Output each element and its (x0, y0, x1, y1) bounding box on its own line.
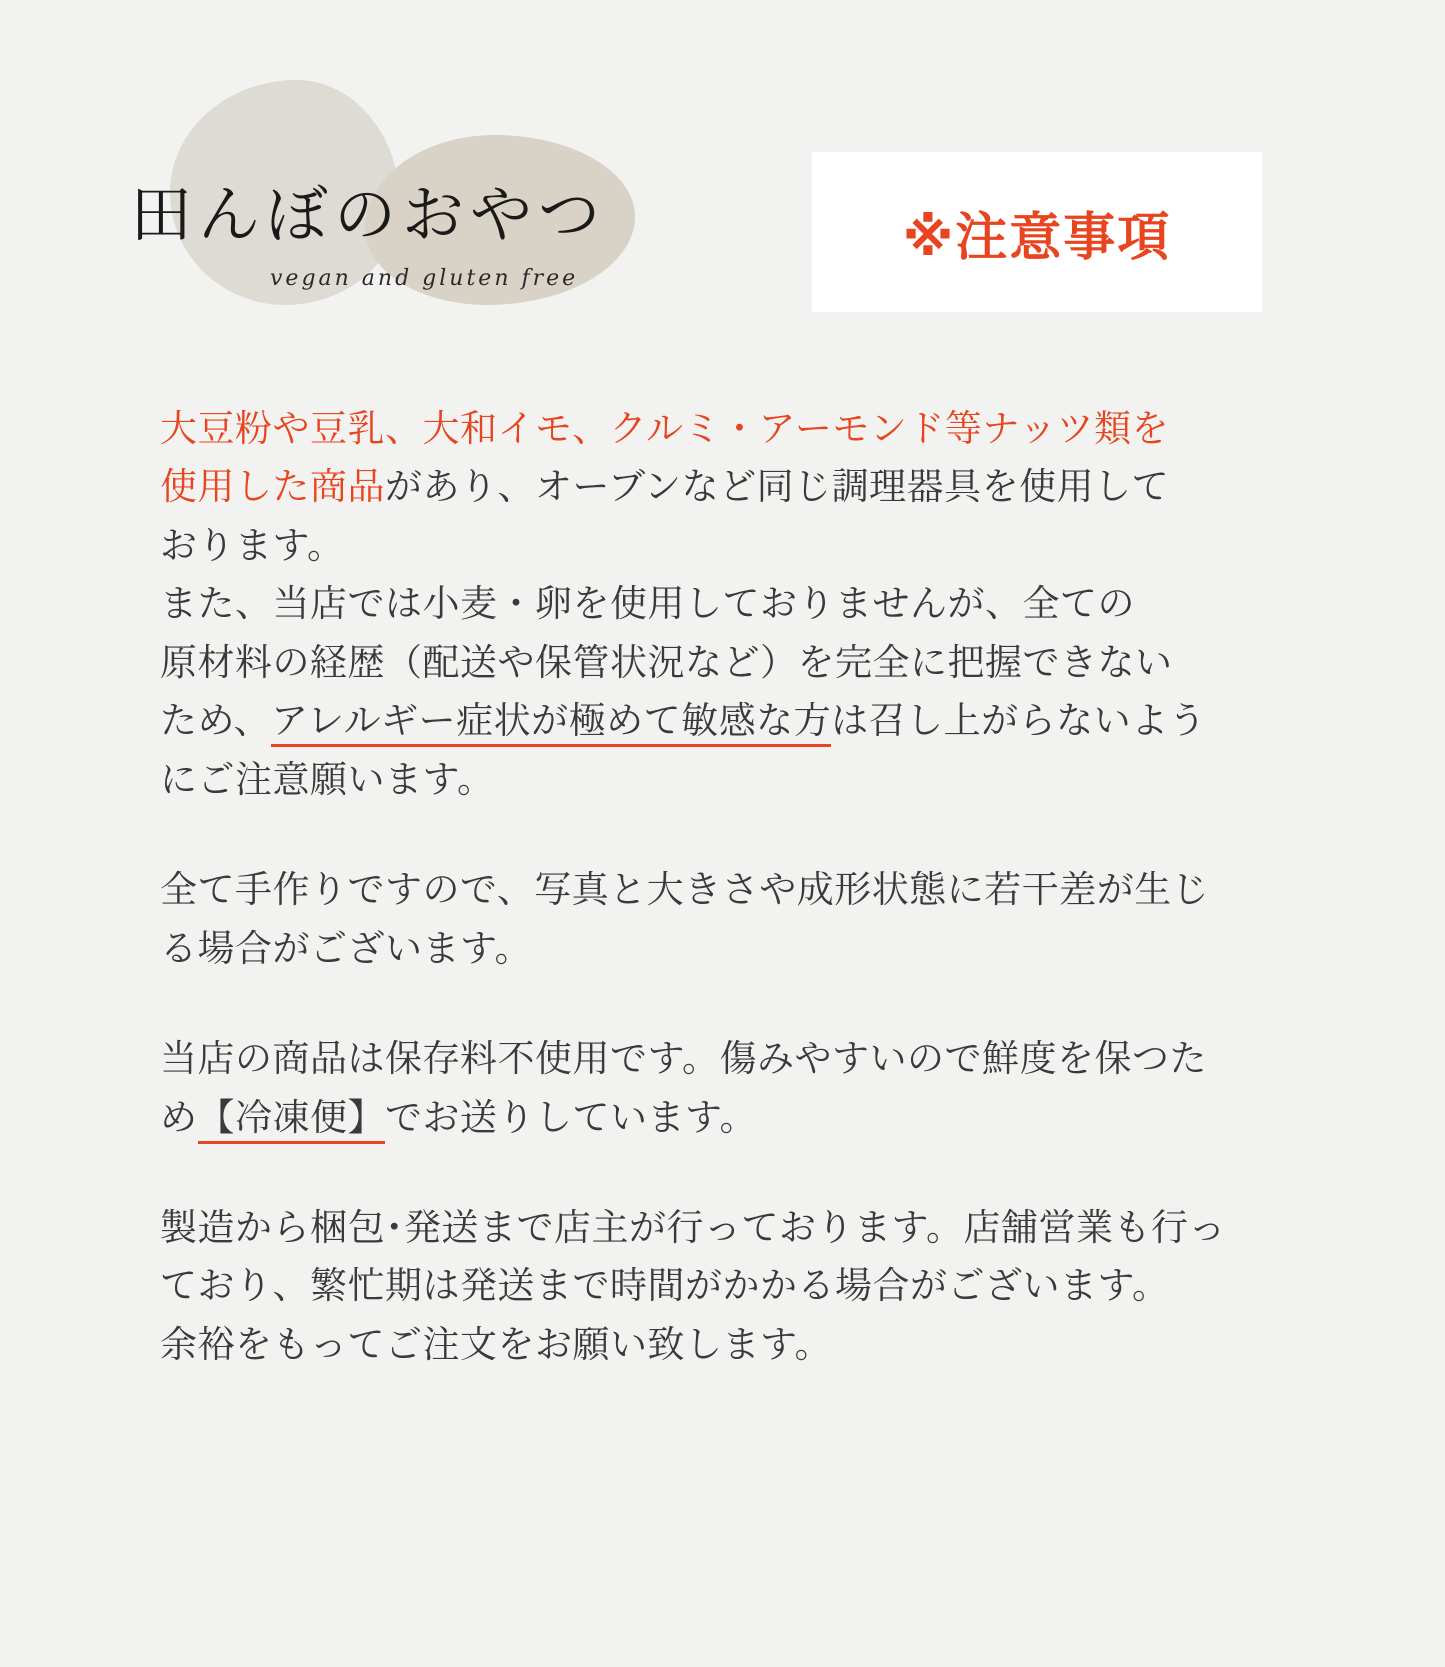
page-header (0, 0, 1445, 330)
logo-wordmark: 田んぼのおやつ (130, 178, 607, 251)
frozen-line-2-underline: 【冷凍便】 (198, 1096, 386, 1144)
logo-tagline: vegan and gluten free (270, 266, 579, 291)
allergy-line-6-pre: ため、 (160, 699, 272, 743)
frozen-line-2-pre: め (160, 1095, 198, 1139)
allergy-line-6-underline: アレルギー症状が極めて敏感な方 (271, 699, 831, 747)
allergy-note (160, 400, 1290, 809)
allergy-line-2 (160, 458, 1290, 516)
shipping-line-2: ており、繁忙期は発送まで時間がかかる場合がございます。 (160, 1264, 1170, 1308)
allergy-line-4: また、当店では小麦・卵を使用しておりませんが、全ての (160, 582, 1135, 626)
shipping-note (160, 1199, 1290, 1374)
shipping-line-1: 製造から梱包･発送まで店主が行っております。店舗営業も行っ (160, 1205, 1227, 1249)
allergy-line-2-rest: があり、オーブンなど同じ調理器具を使用して (385, 465, 1170, 509)
frozen-line-1: 当店の商品は保存料不使用です。傷みやすいので鮮度を保つた (160, 1037, 1208, 1081)
brand-logo (120, 60, 720, 320)
allergy-line-7: にご注意願います。 (160, 757, 495, 801)
notice-badge (812, 152, 1262, 312)
allergy-line-3: おります。 (160, 523, 345, 567)
frozen-line-2 (160, 1089, 1290, 1147)
frozen-note (160, 1030, 1290, 1147)
notice-content (160, 400, 1290, 1374)
handmade-line-1: 全て手作りですので、写真と大きさや成形状態に若干差が生じ (160, 868, 1210, 912)
allergy-line-5: 原材料の経歴（配送や保管状況など）を完全に把握できない (160, 640, 1173, 684)
handmade-note (160, 861, 1290, 978)
frozen-line-2-post: でお送りしています。 (385, 1095, 758, 1139)
allergy-line-6-post: は召し上がらないよう (831, 699, 1207, 743)
allergy-line-6 (160, 692, 1290, 750)
handmade-line-2: る場合がございます。 (160, 926, 533, 970)
shipping-line-3: 余裕をもってご注文をお願い致します。 (160, 1322, 833, 1366)
notice-badge-label: ※注意事項 (902, 207, 1172, 268)
allergy-line-1: 大豆粉や豆乳、大和イモ、クルミ・アーモンド等ナッツ類を (160, 407, 1170, 450)
allergy-line-2-highlight: 使用した商品 (160, 465, 385, 509)
